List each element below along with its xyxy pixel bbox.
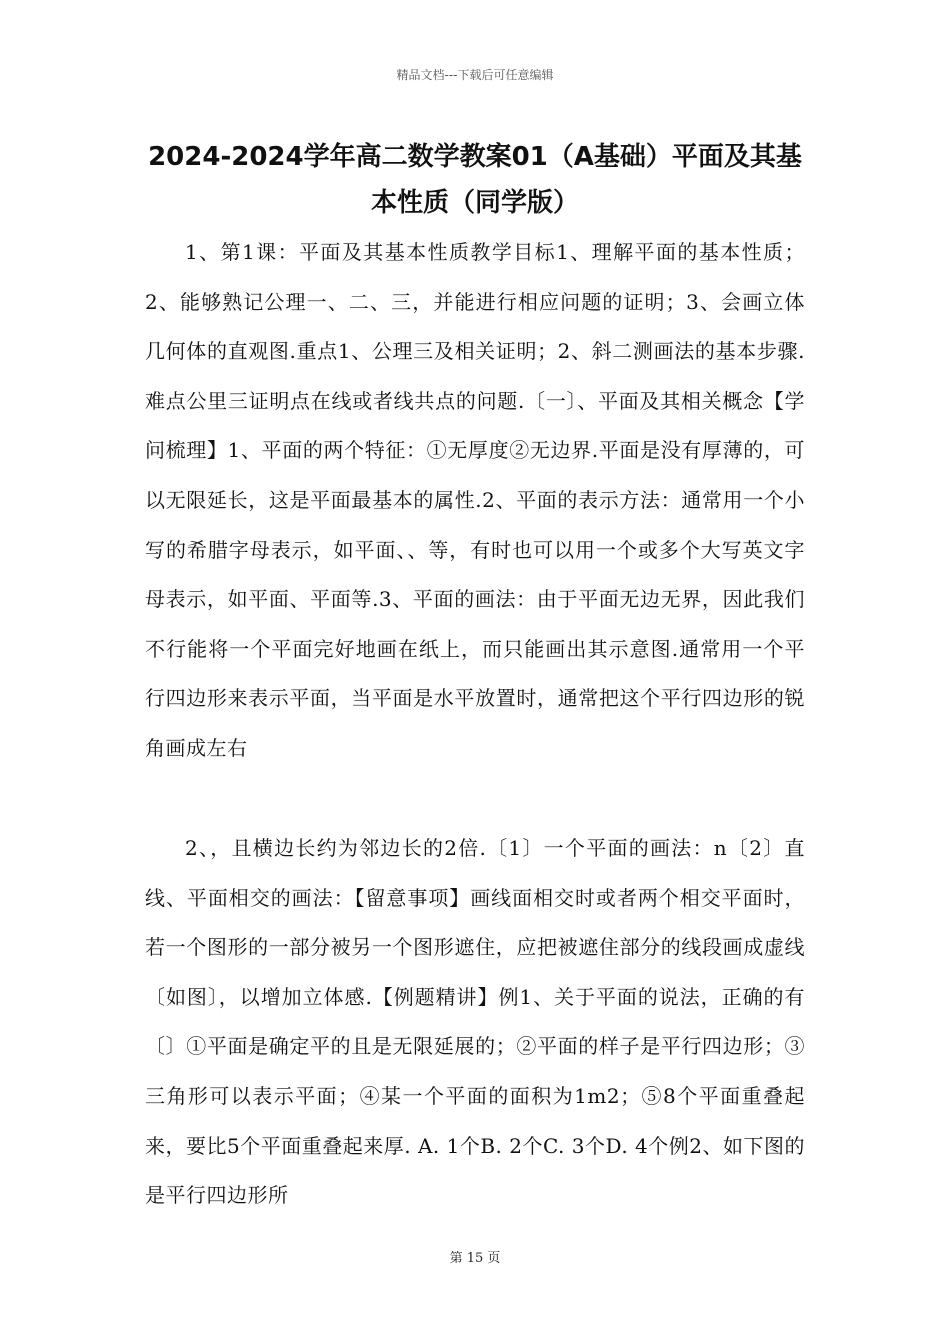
- paragraph-2-block: [145, 824, 805, 1221]
- page-number: 第 15 页: [449, 1251, 501, 1266]
- paragraph-2: 2、，且横边长约为邻边长的2倍.〔1〕一个平面的画法：n〔2〕直线、平面相交的画法：【留意事项】画线面相交时或者两个相交平面时，若一个图形的一部分被另一个图形遮住，应把被遮住部分的线段画成虚线〔如图〕，以增加立体感.【例题精讲】例1、关于平面的说法，正确的有〔〕①平面是确定平的且是无限延展的；②平面的样子是平行四边形；③三角形可以表示平面；④某一个平面的面积为1m2；⑤8个平面重叠起来，要比5个平面重叠起来厚. A. 1个B. 2个C. 3个D. 4个例2、如下图的是平行四边形所: [145, 836, 805, 1208]
- paragraph-1: 1、第1课：平面及其基本性质教学目标1、理解平面的基本性质；2、能够熟记公理一、二、三，并能进行相应问题的证明；3、会画立体几何体的直观图.重点1、公理三及相关证明；2、斜二测画法的基本步骤.难点公里三证明点在线或者线共点的问题.〔一〕、平面及其相关概念【学问梳理】1、平面的两个特征：①无厚度②无边界.平面是没有厚薄的，可以无限延长，这是平面最基本的属性.2、平面的表示方法：通常用一个小写的希腊字母表示，如平面、、等，有时也可以用一个或多个大写英文字母表示，如平面、平面等.3、平面的画法：由于平面无边无界，因此我们不行能将一个平面完好地画在纸上，而只能画出其示意图.通常用一个平行四边形来表示平面，当平面是水平放置时，通常把这个平行四边形的锐角画成左右: [145, 240, 805, 760]
- paragraph-1-block: [145, 228, 805, 774]
- document-title: 2024-2024学年高二数学教案01（A基础）平面及其基本性质（同学版）: [148, 142, 802, 218]
- page-header: 精品文档---下载后可任意编辑: [396, 68, 554, 82]
